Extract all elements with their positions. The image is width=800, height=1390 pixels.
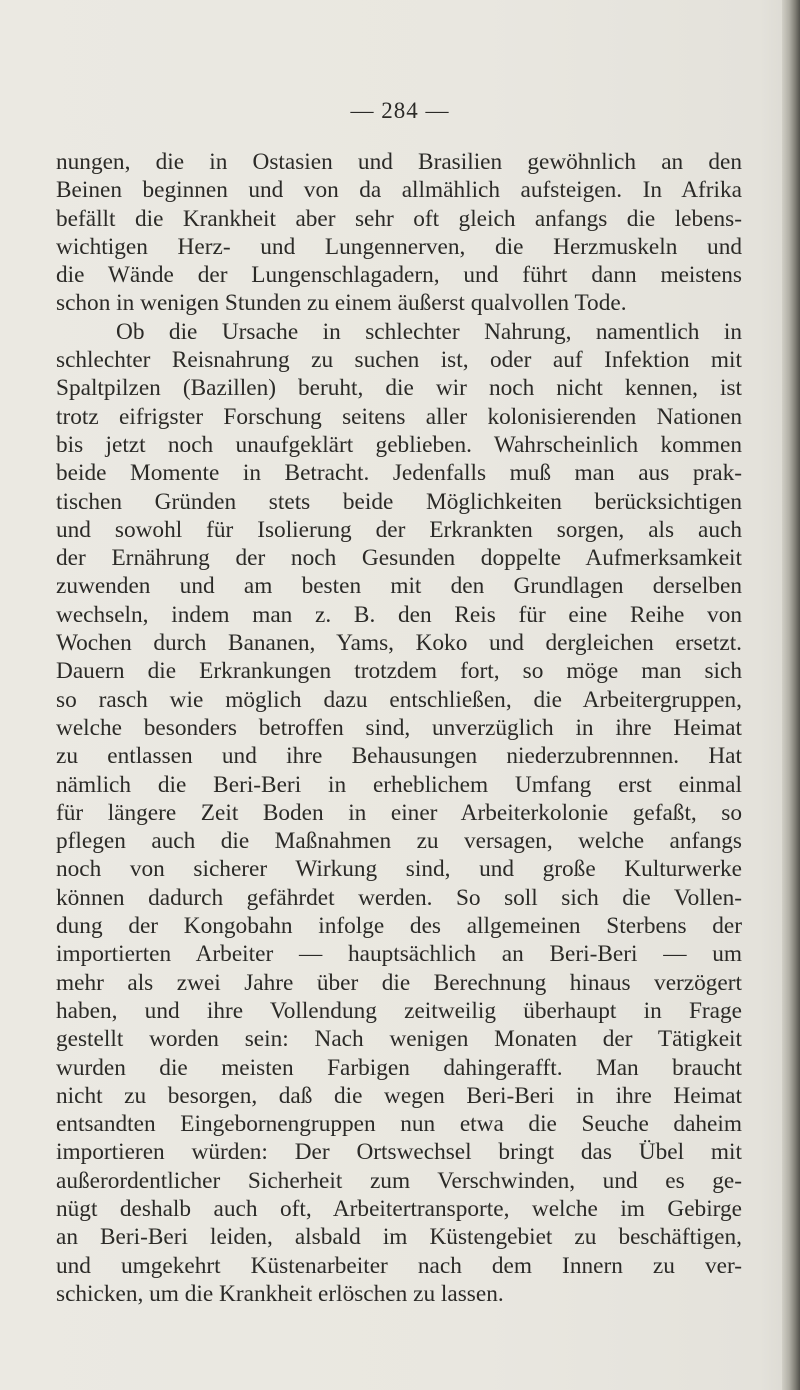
text-line: entsandten Eingebornengruppen nun etwa die Seuche daheim — [56, 1111, 742, 1138]
text-line: nämlich die Beri-Beri in erheblichem Umfang erst einmal — [56, 771, 742, 798]
text-line: Spaltpilzen (Bazillen) beruht, die wir noch nicht kennen, ist — [56, 375, 742, 402]
text-line: bis jetzt noch unaufgeklärt geblieben. Wahrscheinlich kommen — [56, 431, 742, 458]
text-line: können dadurch gefährdet werden. So soll sich die Vollen- — [56, 884, 742, 911]
text-line: nügt deshalb auch oft, Arbeitertransporte, welche im Gebirge — [56, 1195, 742, 1222]
text-line: wichtigen Herz- und Lungennerven, die Herzmuskeln und — [56, 233, 742, 260]
text-line: die Wände der Lungenschlagadern, und führt dann meistens — [56, 262, 742, 289]
text-line: der Ernährung der noch Gesunden doppelte Aufmerksamkeit — [56, 545, 742, 572]
text-line: schon in wenigen Stunden zu einem äußerst qualvollen Tode. — [56, 290, 627, 317]
text-line: schicken, um die Krankheit erlöschen zu lassen. — [56, 1280, 504, 1307]
text-line: tischen Gründen stets beide Möglichkeiten berücksichtigen — [56, 488, 742, 515]
text-line: Wochen durch Bananen, Yams, Koko und dergleichen ersetzt. — [56, 630, 742, 657]
text-line: so rasch wie möglich dazu entschließen, die Arbeitergruppen, — [56, 686, 742, 713]
text-line: importieren würden: Der Ortswechsel bringt das Übel mit — [56, 1139, 742, 1166]
text-line: pflegen auch die Maßnahmen zu versagen, welche anfangs — [56, 828, 742, 855]
book-spine-shadow — [782, 0, 800, 1390]
text-line: welche besonders betroffen sind, unverzüglich in ihre Heimat — [56, 714, 742, 741]
page-number: — 284 — — [350, 98, 450, 123]
text-line: schlechter Reisnahrung zu suchen ist, oder auf Infektion mit — [56, 347, 742, 374]
text-line: wechseln, indem man z. B. den Reis für eine Reihe von — [56, 601, 742, 628]
text-line: haben, und ihre Vollendung zeitweilig überhaupt in Frage — [56, 997, 742, 1024]
text-line: Beinen beginnen und von da allmählich aufsteigen. In Afrika — [56, 177, 742, 204]
text-line: zu entlassen und ihre Behausungen niederzubrennnen. Hat — [56, 743, 742, 770]
text-line: trotz eifrigster Forschung seitens aller kolonisierenden Nationen — [56, 403, 742, 430]
text-line: wurden die meisten Farbigen dahingerafft. Man braucht — [56, 1054, 742, 1081]
text-line: beide Momente in Betracht. Jedenfalls muß man aus prak- — [56, 460, 742, 487]
paragraph-start-line: Ob die Ursache in schlechter Nahrung, namentlich in — [116, 318, 742, 345]
text-line: Dauern die Erkrankungen trotzdem fort, so möge man sich — [56, 658, 742, 685]
text-line: nungen, die in Ostasien und Brasilien gewöhnlich an den — [56, 149, 742, 175]
body-text — [56, 148, 742, 1308]
text-line: noch von sicherer Wirkung sind, und große Kulturwerke — [56, 856, 742, 883]
text-line: zuwenden und am besten mit den Grundlagen derselben — [56, 573, 742, 600]
text-line: dung der Kongobahn infolge des allgemeinen Sterbens der — [56, 913, 742, 940]
text-line: und sowohl für Isolierung der Erkrankten sorgen, als auch — [56, 516, 742, 543]
text-line: nicht zu besorgen, daß die wegen Beri-Beri in ihre Heimat — [56, 1082, 742, 1109]
text-line: importierten Arbeiter — hauptsächlich an Beri-Beri — um — [56, 941, 742, 968]
text-line: befällt die Krankheit aber sehr oft gleich anfangs die lebens- — [56, 205, 742, 232]
text-line: mehr als zwei Jahre über die Berechnung hinaus verzögert — [56, 969, 742, 996]
text-line: außerordentlicher Sicherheit zum Verschwinden, und es ge- — [56, 1167, 742, 1194]
text-line: gestellt worden sein: Nach wenigen Monaten der Tätigkeit — [56, 1026, 742, 1053]
text-line: für längere Zeit Boden in einer Arbeiterkolonie gefaßt, so — [56, 799, 742, 826]
text-line: an Beri-Beri leiden, alsbald im Küstengebiet zu beschäftigen, — [56, 1224, 742, 1251]
text-line: und umgekehrt Küstenarbeiter nach dem Innern zu ver- — [56, 1252, 742, 1279]
